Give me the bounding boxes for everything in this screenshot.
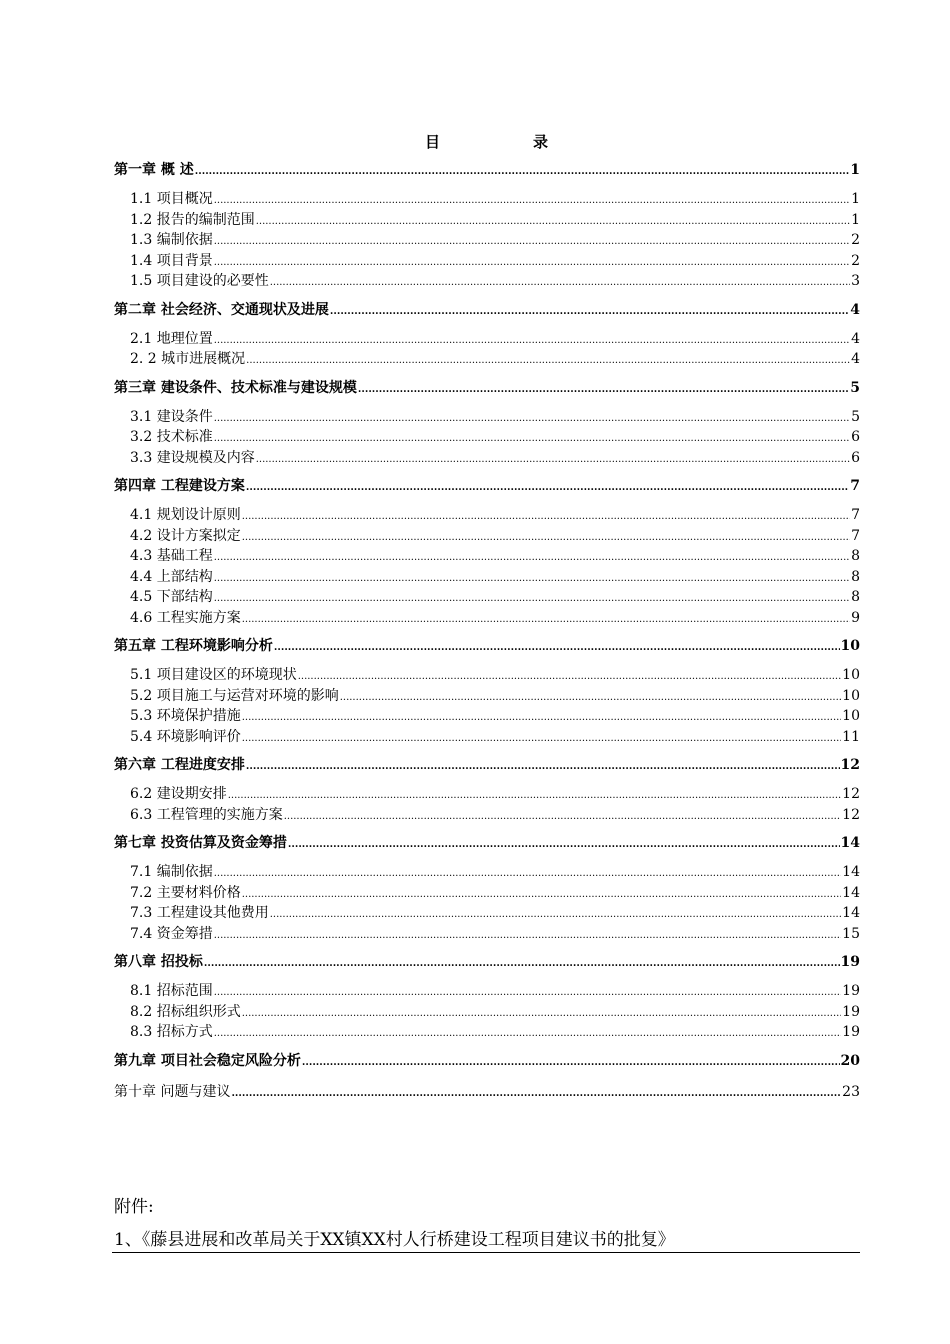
toc-section-entry-label: 4.4 上部结构	[130, 568, 213, 585]
toc-chapter-entry[interactable]	[114, 833, 860, 854]
toc-chapter-entry[interactable]	[114, 378, 860, 399]
toc-section-entry[interactable]	[114, 727, 860, 748]
table-of-contents	[114, 160, 860, 1113]
toc-section-entry-label: 1.4 项目背景	[130, 252, 213, 269]
dot-leader	[195, 160, 850, 182]
toc-section-entry[interactable]	[114, 1002, 860, 1023]
dot-leader	[242, 505, 850, 528]
bottom-rule	[112, 1252, 860, 1253]
appendix-item: 1、《藤县进展和改革局关于XX镇XX村人行桥建设工程项目建议书的批复》	[114, 1230, 675, 1250]
toc-title-right: 录	[533, 133, 549, 151]
toc-section-entry-label: 4.6 工程实施方案	[130, 609, 241, 626]
toc-section-entry-page-number: 1	[851, 191, 860, 207]
toc-section-entry[interactable]	[114, 862, 860, 883]
dot-leader	[302, 1051, 840, 1073]
toc-chapter-entry-label: 第四章 工程建设方案	[114, 478, 245, 494]
spacer	[114, 399, 860, 407]
dot-leader	[214, 230, 850, 253]
spacer	[114, 1072, 860, 1082]
toc-section-entry-label: 1.1 项目概况	[130, 191, 213, 207]
toc-chapter-entry-label: 第八章 招投标	[114, 954, 203, 970]
toc-chapter-entry-label: 第九章 项目社会稳定风险分析	[114, 1052, 301, 1069]
toc-chapter-entry-label: 第二章 社会经济、交通现状及进展	[114, 301, 329, 318]
toc-section-entry-label: 5.1 项目建设区的环境现状	[130, 667, 297, 683]
toc-section-entry-label: 5.2 项目施工与运营对环境的影响	[130, 687, 339, 704]
toc-section-entry-label: 4.5 下部结构	[130, 589, 213, 605]
toc-section-entry[interactable]	[114, 883, 860, 904]
dot-leader	[214, 862, 841, 885]
dot-leader	[330, 300, 849, 322]
toc-section-entry-label: 1.2 报告的编制范围	[130, 211, 255, 228]
dot-leader	[246, 755, 840, 777]
toc-section-entry-label: 1.5 项目建设的必要性	[130, 273, 269, 289]
toc-section-entry-page-number: 4	[851, 330, 860, 347]
toc-section-entry-label: 4.2 设计方案拟定	[130, 527, 241, 544]
toc-title-left: 目	[425, 133, 441, 151]
toc-section-entry[interactable]	[114, 427, 860, 448]
toc-section-entry-page-number: 1	[851, 211, 860, 228]
dot-leader	[214, 924, 841, 947]
toc-section-entry-page-number: 8	[851, 589, 860, 605]
appendix-heading: 附件:	[114, 1197, 154, 1217]
toc-chapter-entry[interactable]	[114, 755, 860, 776]
spacer	[114, 657, 860, 665]
toc-section-entry-page-number: 14	[842, 864, 860, 880]
toc-chapter-entry-page-number: 19	[840, 954, 860, 970]
toc-section-entry-label: 3.1 建设条件	[130, 408, 213, 425]
toc-chapter-entry-label: 第十章 问题与建议	[114, 1083, 231, 1100]
toc-chapter-entry[interactable]	[114, 1082, 860, 1103]
dot-leader	[231, 1082, 841, 1104]
toc-section-entry-page-number: 10	[842, 667, 860, 683]
toc-chapter-entry[interactable]	[114, 300, 860, 321]
toc-section-entry[interactable]	[114, 981, 860, 1002]
toc-chapter-entry-page-number: 14	[840, 835, 860, 851]
dot-leader	[214, 189, 850, 212]
toc-section-entry-page-number: 19	[842, 1024, 860, 1040]
toc-section-entry-label: 3.3 建设规模及内容	[130, 449, 255, 466]
dot-leader	[242, 526, 850, 549]
dot-leader	[214, 427, 850, 450]
toc-section-entry[interactable]	[114, 567, 860, 588]
toc-chapter-entry[interactable]	[114, 1051, 860, 1072]
toc-section-entry[interactable]	[114, 546, 860, 567]
toc-chapter-entry-page-number: 4	[850, 301, 860, 318]
toc-section-entry-label: 5.3 环境保护措施	[130, 708, 241, 724]
dot-leader	[214, 546, 850, 569]
toc-section-entry-label: 2. 2 城市进展概况	[130, 351, 246, 367]
toc-chapter-entry[interactable]	[114, 476, 860, 497]
toc-chapter-entry-page-number: 1	[850, 162, 860, 178]
toc-section-entry-label: 5.4 环境影响评价	[130, 728, 241, 745]
toc-chapter-entry-label: 第三章 建设条件、技术标准与建设规模	[114, 379, 357, 396]
toc-section-entry[interactable]	[114, 230, 860, 251]
toc-section-entry[interactable]	[114, 210, 860, 231]
toc-chapter-entry-page-number: 23	[842, 1083, 860, 1100]
spacer	[114, 321, 860, 329]
toc-section-entry-page-number: 5	[851, 408, 860, 425]
toc-section-entry-page-number: 3	[851, 273, 860, 289]
spacer	[114, 973, 860, 981]
toc-chapter-entry-label: 第一章 概 述	[114, 162, 194, 178]
toc-section-entry[interactable]	[114, 706, 860, 727]
toc-chapter-entry[interactable]	[114, 160, 860, 181]
dot-leader	[242, 1002, 841, 1025]
toc-section-entry[interactable]	[114, 784, 860, 805]
toc-chapter-entry-label: 第六章 工程进度安排	[114, 757, 245, 773]
toc-section-entry[interactable]	[114, 251, 860, 272]
toc-section-entry-label: 7.3 工程建设其他费用	[130, 905, 269, 921]
toc-section-entry-page-number: 10	[842, 708, 860, 724]
toc-section-entry-page-number: 7	[851, 507, 860, 523]
dot-leader	[256, 448, 850, 471]
toc-section-entry-page-number: 4	[851, 351, 860, 367]
toc-section-entry-page-number: 6	[851, 449, 860, 466]
dot-leader	[242, 883, 841, 906]
dot-leader	[214, 329, 850, 352]
spacer	[114, 181, 860, 189]
dot-leader	[214, 251, 850, 274]
dot-leader	[246, 349, 850, 372]
toc-section-entry-page-number: 11	[842, 728, 860, 745]
toc-section-entry[interactable]	[114, 924, 860, 945]
toc-section-entry-page-number: 10	[842, 687, 860, 704]
toc-section-entry-label: 2.1 地理位置	[130, 330, 213, 347]
toc-section-entry-label: 7.4 资金筹措	[130, 925, 213, 942]
toc-section-entry[interactable]	[114, 407, 860, 428]
dot-leader	[214, 567, 850, 590]
toc-section-entry-label: 8.1 招标范围	[130, 983, 213, 999]
toc-chapter-entry-page-number: 10	[840, 638, 860, 654]
toc-section-entry-page-number: 8	[851, 548, 860, 564]
spacer	[114, 497, 860, 505]
toc-section-entry-page-number: 12	[842, 806, 860, 823]
toc-section-entry-page-number: 19	[842, 1003, 860, 1020]
toc-title	[0, 131, 950, 155]
toc-section-entry-label: 4.1 规划设计原则	[130, 507, 241, 523]
spacer	[114, 776, 860, 784]
dot-leader	[298, 665, 841, 688]
toc-section-entry-label: 6.2 建设期安排	[130, 786, 227, 802]
toc-section-entry-page-number: 19	[842, 983, 860, 999]
toc-section-entry[interactable]	[114, 448, 860, 469]
dot-leader	[214, 587, 850, 610]
toc-section-entry[interactable]	[114, 805, 860, 826]
dot-leader	[256, 210, 850, 233]
dot-leader	[242, 706, 841, 729]
toc-section-entry-label: 7.1 编制依据	[130, 864, 213, 880]
toc-chapter-entry-page-number: 20	[840, 1052, 860, 1069]
toc-section-entry-label: 7.2 主要材料价格	[130, 884, 241, 901]
toc-section-entry-page-number: 15	[842, 925, 860, 942]
dot-leader	[340, 686, 841, 709]
dot-leader	[214, 1022, 841, 1045]
toc-section-entry-page-number: 7	[851, 527, 860, 544]
toc-section-entry[interactable]	[114, 686, 860, 707]
toc-section-entry-page-number: 2	[851, 232, 860, 248]
toc-section-entry-label: 4.3 基础工程	[130, 548, 213, 564]
toc-section-entry[interactable]	[114, 329, 860, 350]
toc-chapter-entry[interactable]	[114, 636, 860, 657]
toc-section-entry-page-number: 9	[851, 609, 860, 626]
toc-section-entry[interactable]	[114, 665, 860, 686]
toc-section-entry-label: 8.2 招标组织形式	[130, 1003, 241, 1020]
dot-leader	[358, 378, 849, 400]
toc-chapter-entry-label: 第五章 工程环境影响分析	[114, 638, 273, 654]
dot-leader	[288, 833, 840, 855]
dot-leader	[214, 407, 850, 430]
toc-section-entry[interactable]	[114, 587, 860, 608]
toc-section-entry-page-number: 6	[851, 429, 860, 445]
dot-leader	[270, 271, 850, 294]
toc-section-entry[interactable]	[114, 1022, 860, 1043]
toc-section-entry-page-number: 8	[851, 568, 860, 585]
toc-section-entry-label: 3.2 技术标准	[130, 429, 213, 445]
toc-section-entry[interactable]	[114, 608, 860, 629]
dot-leader	[242, 727, 841, 750]
toc-chapter-entry-label: 第七章 投资估算及资金筹措	[114, 835, 287, 851]
dot-leader	[204, 952, 840, 974]
toc-section-entry-page-number: 14	[842, 905, 860, 921]
toc-chapter-entry-page-number: 5	[850, 379, 860, 396]
dot-leader	[246, 476, 849, 498]
spacer	[114, 854, 860, 862]
toc-section-entry[interactable]	[114, 271, 860, 292]
toc-section-entry-page-number: 2	[851, 252, 860, 269]
toc-section-entry[interactable]	[114, 189, 860, 210]
toc-section-entry[interactable]	[114, 505, 860, 526]
dot-leader	[214, 981, 841, 1004]
toc-section-entry-label: 8.3 招标方式	[130, 1024, 213, 1040]
toc-section-entry-page-number: 14	[842, 884, 860, 901]
toc-chapter-entry-page-number: 7	[850, 478, 860, 494]
toc-section-entry-label: 6.3 工程管理的实施方案	[130, 806, 283, 823]
toc-section-entry-page-number: 12	[842, 786, 860, 802]
toc-section-entry[interactable]	[114, 349, 860, 370]
toc-section-entry[interactable]	[114, 903, 860, 924]
dot-leader	[242, 608, 850, 631]
toc-chapter-entry-page-number: 12	[840, 757, 860, 773]
toc-section-entry[interactable]	[114, 526, 860, 547]
dot-leader	[270, 903, 841, 926]
spacer	[114, 1103, 860, 1113]
dot-leader	[228, 784, 841, 807]
dot-leader	[274, 636, 840, 658]
toc-chapter-entry[interactable]	[114, 952, 860, 973]
toc-section-entry-label: 1.3 编制依据	[130, 232, 213, 248]
dot-leader	[284, 805, 841, 828]
